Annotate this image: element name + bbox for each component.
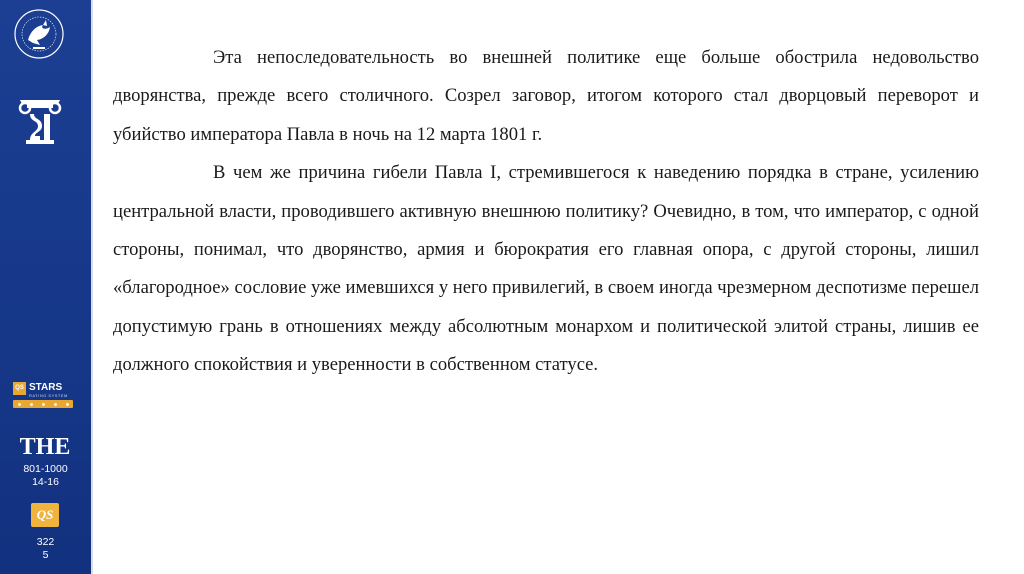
qs-rank-subvalue: 5 (42, 549, 49, 561)
the-rank-value: 801-1000 (23, 463, 68, 475)
sidebar-divider (91, 0, 93, 574)
university-emblem-icon (13, 8, 65, 60)
star-rating-row (13, 400, 73, 408)
paragraph: В чем же причина гибели Павла I, стремившегося к наведению порядка в стране, усилению центральной власти, проводившего активную внешнюю политику? Очевидно, в том, что император, с одной стороны, понимал, что дворянство, армия и бюрократия его главная опора, с другой стороны, лишил «благородное» сословие уже имевшихся у него привилегий, в своем иногда чрезмерном деспотизме перешел допустимую грань в отношениях между абсолютным монархом и политической элитой страны, лишив ее должного спокойствия и уверенности в собственном статусе. (113, 162, 979, 376)
the-rank-subvalue: 14-16 (32, 476, 59, 488)
star-icon (54, 403, 57, 406)
the-logo-text: THE (19, 434, 71, 460)
sidebar (0, 0, 91, 574)
paragraph: Эта непоследовательность во внешней политике еще больше обострила недовольство дворянства, прежде всего столичного. Созрел заговор, итогом которого стал дворцовый переворот и убийство императора Павла в ночь на 12 марта 1801 г. (113, 47, 979, 145)
star-icon (30, 403, 33, 406)
star-icon (18, 403, 21, 406)
qs-stars-subtitle: RATING SYSTEM (29, 393, 68, 398)
star-icon (66, 403, 69, 406)
qs-ranking-logo: QS (31, 503, 59, 527)
qs-rank-value: 322 (36, 536, 55, 548)
star-icon (42, 403, 45, 406)
the-ranking-logo (19, 430, 71, 460)
ionic-column-logo-icon (18, 96, 62, 146)
qs-stars-box: QS (13, 382, 26, 395)
qs-stars-title: STARS (29, 382, 63, 393)
qs-stars-badge (13, 382, 75, 412)
slide-text-body (113, 39, 979, 385)
